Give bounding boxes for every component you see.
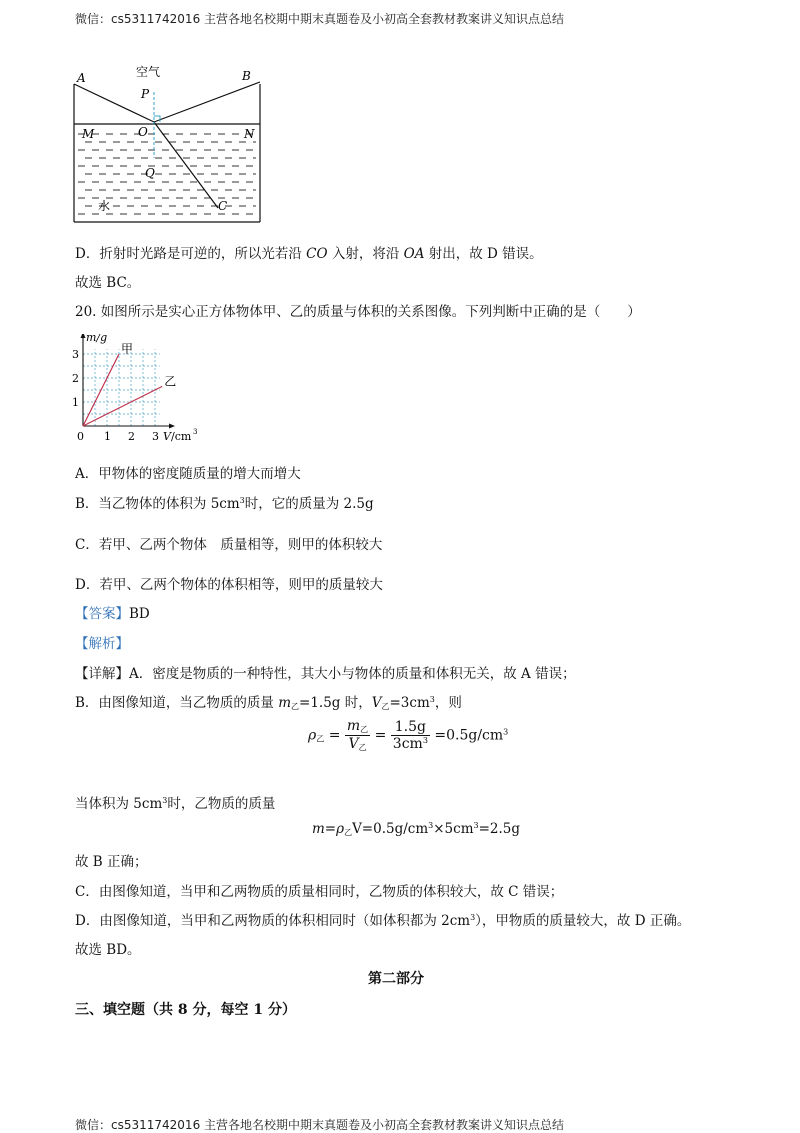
series-label: 甲 [121,342,134,356]
detail-d-text-2: ），甲物质的质量较大，故 D 正确。 [475,913,691,929]
b-correct: 故 B 正确； [75,854,148,870]
refraction-diagram [70,62,270,227]
x-tick-label: 2 [128,430,135,443]
frac-den: 3cm [392,736,423,752]
x-axis-arrow [169,424,175,429]
y-axis-label: m/g [86,334,108,344]
eq2-sub: 乙 [344,828,353,837]
q20-b-text-2: 时，它的质量为 2.5g [244,496,374,512]
sub-yi: 乙 [291,702,300,711]
label-B: B [242,69,251,83]
q20-option-c: C．若甲、乙两个物体 质量相等，则甲的体积较大 [75,537,383,553]
detail-b [75,691,462,712]
answer-tag: 【答案】 [75,606,129,622]
frac-sub-2: 乙 [358,743,367,752]
sym-rho: ρ [308,727,317,744]
x-tick-label: 3 [152,430,159,443]
eq2-part-4: =2.5g [478,821,521,837]
eq2-sup-1: 3 [428,821,434,830]
density-result: =0.5g/cm [434,727,504,744]
q19-option-d [75,242,543,262]
label-M: M [82,127,95,141]
frac-sup: 3 [422,736,428,745]
page-header: 微信：cs5311742016 主营各地名校期中期末真题卷及小初高全套教材教案讲义知识点总结 [75,12,565,26]
q19-d-text-3: 射出，故 D 错误。 [424,246,543,262]
label-A: A [77,71,86,85]
detail-b-text-2: =1.5g 时， [299,695,372,711]
label-P: P [141,87,150,101]
q20-b-text-1: B．当乙物体的体积为 5cm [75,496,240,512]
frac-sub-1: 乙 [360,725,369,734]
volume-line [75,792,275,812]
q20-stem: 20. 如图所示是实心正方体物体甲、乙的质量与体积的关系图像。下列判断中正确的是（ ） [75,304,641,320]
frac-num: 1.5g [391,719,430,736]
vol-sup: 3 [162,796,168,805]
fraction-values [391,719,430,752]
detail-d-sup: 3 [470,913,476,922]
sub-yi-2: 乙 [381,702,390,711]
y-axis-arrow [81,334,86,338]
detail-a: 【详解】A．密度是物质的一种特性，其大小与物体的质量和体积无关，故 A 错误； [75,666,576,682]
q20-option-d: D．若甲、乙两个物体的体积相等，则甲的质量较大 [75,577,383,593]
fraction-m-over-v [345,718,370,753]
q20-choice: 故选 BD。 [75,942,141,958]
detail-c: C．由图像知道，当甲和乙两物质的质量相同时，乙物质的体积较大，故 C 错误； [75,884,564,900]
frac-v: V [348,736,359,752]
q19-d-co: CO [306,246,328,262]
result-sup: 3 [503,727,509,737]
eq2-part-3: ×5cm [433,821,474,837]
density-formula: $\rho_乙$ = $\frac{m_乙}{V_乙}$ = $\frac{1.5g}{3cm^3}$ $=0.5g/cm^3$ [308,718,509,752]
q19-d-text-2: 入射，将沿 [327,246,404,262]
page-footer: 微信：cs5311742016 主营各地名校期中期末真题卷及小初高全套教材教案讲义知识点总结 [75,1118,565,1132]
label-water: 水 [98,199,111,213]
label-O: O [138,125,148,139]
analysis-tag: 【解析】 [75,636,129,652]
section-title: 三、填空题（共 8 分，每空 1 分） [75,1002,296,1018]
mass-volume-chart [70,334,220,450]
x-axis-unit: /cm [171,430,192,443]
part-title: 第二部分 [368,971,424,987]
sym-m: m [278,695,292,711]
answer-value: BD [129,606,150,622]
eq2-sup-2: 3 [473,821,479,830]
detail-b-text-3: =3cm [389,695,430,711]
label-N: N [244,127,255,141]
y-tick-label: 1 [72,396,79,409]
q19-choice: 故选 BC。 [75,275,141,291]
vol-text-2: 时，乙物质的质量 [167,796,276,812]
eq2-part-1: m=ρ [312,821,345,837]
label-Q: Q [145,166,155,180]
q20-option-b [75,492,374,512]
detail-d [75,909,690,929]
mass-formula [312,821,520,838]
detail-b-text-4: ，则 [434,695,462,711]
label-C: C [218,199,228,213]
q20-option-a: A．甲物体的密度随质量的增大而增大 [75,466,301,482]
vol-text-1: 当体积为 5cm [75,796,163,812]
y-tick-label: 2 [72,372,79,385]
x-axis-unit-exp: 3 [193,428,198,436]
sup-3-b: 3 [429,695,435,704]
frac-m: m [346,718,361,734]
answer-row [75,602,150,622]
sym-v: V [371,695,382,711]
x-axis-label: V [163,430,171,443]
label-air: 空气 [136,65,161,79]
sub-yi-3: 乙 [316,734,325,744]
detail-b-text-1: B．由图像知道，当乙物质的质量 [75,695,279,711]
y-tick-label: 3 [72,348,79,361]
x-tick-label: 1 [104,430,111,443]
eq2-part-2: V=0.5g/cm [352,821,429,837]
q19-d-text-1: D．折射时光路是可逆的，所以光若沿 [75,246,307,262]
q19-d-oa: OA [403,246,425,262]
sup-3: 3 [239,496,245,505]
x-tick-label: 0 [77,430,84,443]
series-label: 乙 [164,374,177,389]
detail-d-text-1: D．由图像知道，当甲和乙两物质的体积相同时（如体积都为 2cm [75,913,471,929]
